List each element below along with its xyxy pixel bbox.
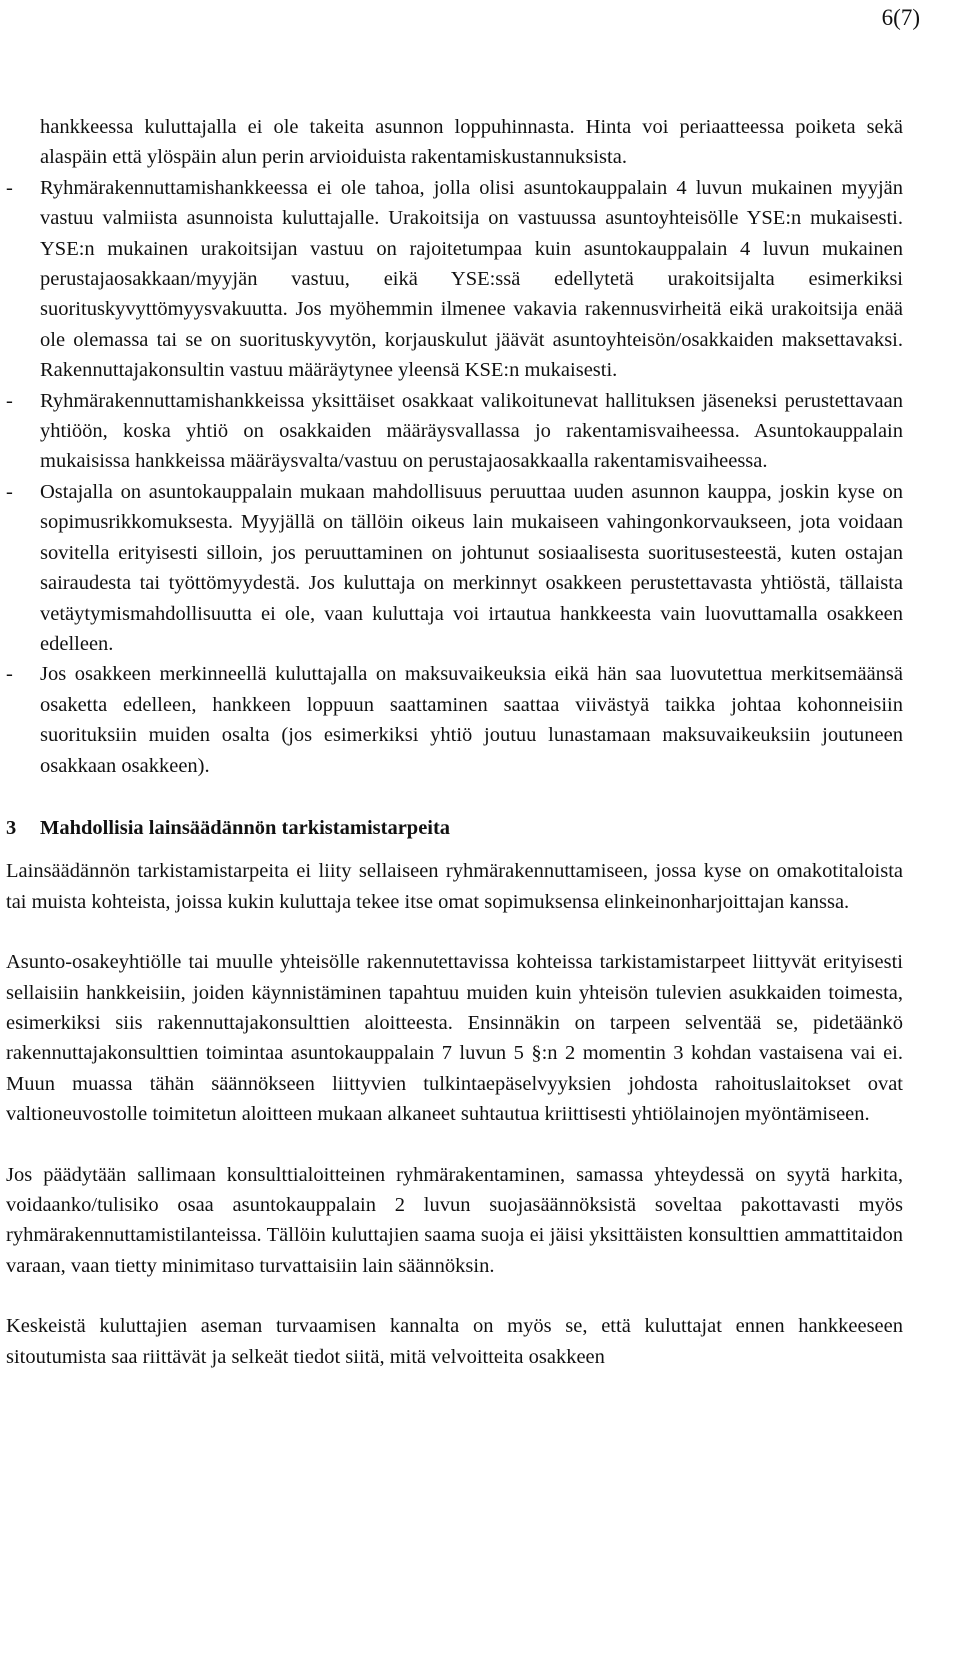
bullet-item: [6, 659, 903, 781]
bullet-item: [6, 477, 903, 659]
bullet-dash: -: [6, 480, 13, 503]
section-title: Mahdollisia lainsäädännön tarkistamistarpeita: [40, 816, 451, 839]
bullet-text: Ryhmärakennuttamishankkeissa yksittäiset osakkaat valikoitunevat hallituksen jäseneksi perustettavaan yhtiöön, koska yhtiö on osakkaiden määräysvallassa jo rakentamisvaiheessa. Asuntokauppalain mukaisissa hankkeissa määräysvalta/vastuu on perustajaosakkaalla rakentamisvaiheessa.: [40, 389, 903, 473]
paragraph: Keskeistä kuluttajien aseman turvaamisen kannalta on myös se, että kuluttajat ennen hankkeeseen sitoutumista saa riittävät ja selkeät tiedot siitä, mitä velvoitteita osakkeen: [6, 1315, 903, 1368]
paragraph: Asunto-osakeyhtiölle tai muulle yhteisölle rakennutettavissa kohteissa tarkistamistarpeet liittyvät erityisesti sellaisiin hankkeisiin, joiden käynnistäminen tapahtuu muiden kuin yhteisön tulevien asukkaiden toimesta, esimerkiksi siis rakennuttajakonsulttien aloitteesta. Ensinnäkin on tarpeen selventää se, pidetäänkö rakennuttajakonsulttien toimintaa asuntokauppalain 7 luvun 5 §:n 2 momentin 3 kohdan vastaisena vai ei. Muun muassa tähän säännökseen liittyvien tulkintaepäselvyyksien johdosta rahoituslaitokset ovat valtioneuvostolle toimitetun aloitteen mukaan alkaneet suhtautua kriittisesti yhtiölainojen myöntämiseen.: [6, 951, 903, 1126]
section-heading: [6, 813, 903, 843]
bullet-text: Jos osakkeen merkinneellä kuluttajalla on maksuvaikeuksia eikä hän saa luovutettua merkitsemäänsä osaketta edelleen, hankkeen loppuun saattaminen saattaa viivästyä taikka johtaa kohonneisiin suorituksiin muiden osalta (jos esimerkiksi yhtiö joutuu lunastamaan maksuvaikeuksiin joutuneen osakkaan osakkeen).: [40, 663, 903, 777]
bullet-text: Ostajalla on asuntokauppalain mukaan mahdollisuus peruuttaa uuden asunnon kauppa, joskin kyse on sopimusrikkomuksesta. Myyjällä on tällöin oikeus lain mukaiseen vahingonkorvaukseen, jota voidaan sovitella erityisesti silloin, jos peruuttaminen on johtunut sosiaalisesta suoritusesteestä, kuten ostajan sairaudesta tai työttömyydestä. Jos kuluttaja on merkinnyt osakkeen perustettavasta yhtiöstä, tällaista vetäytymismahdollisuutta ei ole, vaan kuluttaja voi irtautua hankkeesta vain luovuttamalla osakkeen edelleen.: [40, 480, 903, 655]
section-number: 3: [6, 816, 17, 839]
bullet-text: Ryhmärakennuttamishankkeessa ei ole tahoa, jolla olisi asuntokauppalain 4 luvun mukainen myyjän vastuu valmiista asunnoista kuluttajalle. Urakoitsija on vastuussa asuntoyhteisölle YSE:n mukaisesti. YSE:n mukainen urakoitsijan vastuu on rajoitetumpaa kuin asuntokauppalain 4 luvun mukainen perustajaosakkaan/myyjän vastuu, eikä YSE:ssä edellytetä urakoitsijalta esimerkiksi suorituskyvyttömyysvakuutta. Jos myöhemmin ilmenee vakavia rakennusvirheitä eikä urakoitsija enää ole olemassa tai se on suorituskyvytön, korjauskulut jäävät asuntoyhteisön/osakkaiden maksettavaksi. Rakennuttajakonsultin vastuu määräytynee yleensä KSE:n mukaisesti.: [40, 176, 903, 382]
paragraph: Lainsäädännön tarkistamistarpeita ei liity sellaiseen ryhmärakennuttamiseen, jossa kyse on omakotitaloista tai muista kohteista, joissa kukin kuluttaja tekee itse omat sopimuksensa elinkeinonharjoittajan kanssa.: [6, 860, 903, 913]
page-number: 6(7): [881, 5, 920, 30]
bullet-item: [6, 386, 903, 477]
paragraph: Jos päädytään sallimaan konsulttialoitteinen ryhmärakentaminen, samassa yhteydessä on syytä harkita, voidaanko/tulisiko osaa asuntokauppalain 2 luvun suojasäännöksistä soveltaa pakottavasti myös ryhmärakennuttamistilanteissa. Tällöin kuluttajien saama suoja ei jäisi yksittäisten konsulttien ammattitaidon varaan, vaan tietty minimitaso turvattaisiin lain säännöksin.: [6, 1163, 903, 1277]
bullet-item: [6, 173, 903, 386]
bullet-dash: -: [6, 663, 13, 686]
document-body: [6, 112, 903, 1372]
intro-paragraph: hankkeessa kuluttajalla ei ole takeita asunnon loppuhinnasta. Hinta voi periaatteessa poiketa sekä alaspäin että ylöspäin alun perin arvioiduista rakentamiskustannuksista.: [40, 116, 903, 169]
bullet-dash: -: [6, 176, 13, 199]
bullet-dash: -: [6, 389, 13, 412]
